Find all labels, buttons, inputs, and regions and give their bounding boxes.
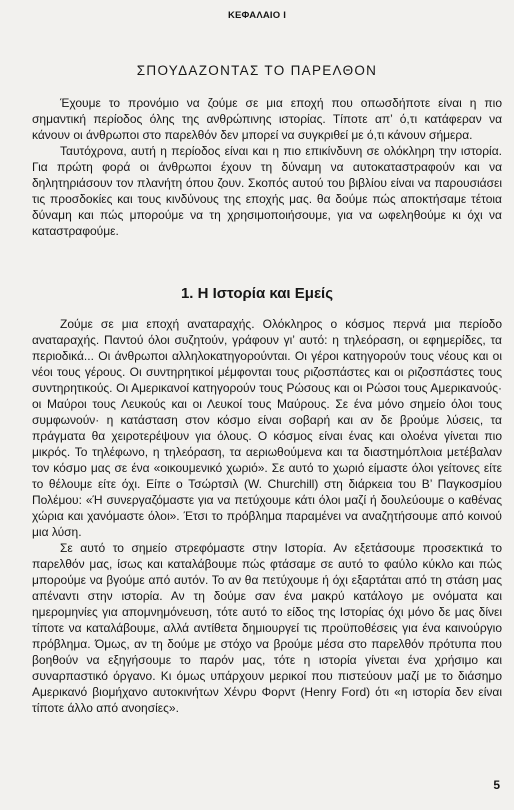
page-number: 5 xyxy=(493,778,500,792)
section-text xyxy=(32,316,502,716)
paragraph: Ταυτόχρονα, αυτή η περίοδος είναι και η πιο επικίνδυνη σε ολόκληρη την ιστορία. Για πρώτη φορά οι άνθρωποι έχουν τη δύναμη να αυτοκαταστραφούν και να δηλητηριάσουν τον πλανήτη όπου ζουν. Σκοπός αυτού του βιβλίου είναι να παρουσιάσει τις προσδοκίες και τους κινδύνους της εποχής μας. θα δούμε πώς αποκτήσαμε τέτοια δύναμη και πώς μπορούμε να τη χρησιμοποιήσουμε, για να ωφεληθούμε κι όχι να καταστραφούμε. xyxy=(32,144,502,238)
paragraph: Έχουμε το προνόμιο να ζούμε σε μια εποχή που οπωσδήποτε είναι η πιο σημαντική περίοδος όλης της ανθρώπινης ιστορίας. Τίποτε απ’ ό,τι κατάφεραν να κάνουν οι άνθρωποι στο παρελθόν δεν μπορεί να συγκριθεί με ό,τι κάνουν σήμερα. xyxy=(32,96,502,142)
paragraph: Σε αυτό το σημείο στρεφόμαστε στην Ιστορία. Αν εξετάσουμε προσεκτικά το παρελθόν μας, ίσως και καταλάβουμε πώς φτάσαμε σε αυτό το φαύλο κύκλο και πώς μπορούμε να βγούμε από αυτόν. Το αν θα πετύχουμε ή όχι εξαρτάται από τη στάση μας απέναντι στην ιστορία. Αν τη δούμε σαν ένα μακρύ κατάλογο με ονόματα και ημερομηνίες για απομνημόνευση, τότε αυτό το είδος της Ιστορίας όχι μόνο δε μας δίνει τίποτε να καταλάβουμε, αλλά αντίθετα δημιουργεί τις προϋποθέσεις για ένα καινούργιο πρόβλημα. Όμως, αν τη δούμε με στόχο να βρούμε μέσα στο παρελθόν πρότυπα που βοηθούν να εξηγήσουμε το παρόν μας, τότε η ιστορία γίνεται ένα χρήσιμο και συναρπαστικό όργανο. Κι όμως υπάρχουν μερικοί που πιστεύουν μαζί με το διάσημο Αμερικανό βιομήχανο αυτοκινήτων Χένρυ Φορντ (Henry Ford) ότι «η ιστορία δεν είναι τίποτε άλλο από ανοησίες». xyxy=(32,541,502,715)
chapter-label: ΚΕΦΑΛΑΙΟ Ι xyxy=(227,10,287,21)
page-title: ΣΠΟΥΔΑΖΟΝΤΑΣ ΤΟ ΠΑΡΕΛΘΟΝ xyxy=(136,63,378,78)
intro-text xyxy=(32,95,502,239)
paragraph: Ζούμε σε μια εποχή αναταραχής. Ολόκληρος ο κόσμος περνά μια περίοδο αναταραχής. Παντού όλοι συζητούν, γράφουν γι’ αυτό: η τηλεόραση, οι εφημερίδες, τα περιοδικά... Οι άνθρωποι αλληλοκατηγορούνται. Οι γέροι κατηγορούν τους νέους και οι νέοι τους γέρους. Οι συντηρητικοί μέμφονται τους ριζοσπάστες και οι ριζοσπάστες τους συντηρητικούς. Οι Αμερικανοί κατηγορούν τους Ρώσους και οι Ρώσοι τους Αμερικανούς· οι Μαύροι τους Λευκούς και οι Λευκοί τους Μαύρους. Σε ένα μόνο σημείο όλοι τους συμφωνούν· η κατάσταση στον κόσμο είναι σοβαρή και αν δε βρούμε λύσεις, τα πράγματα θα χειροτερέψουν για όλους. Ο κόσμος είναι ένας και ολοένα γίνεται πιο μικρός. Το τηλέφωνο, η τηλεόραση, τα αεριωθούμενα και τα διαστημόπλοια μετέβαλαν τον κόσμο μας σε ένα «οικουμενικό χωριό». Σε αυτό το χωριό είμαστε όλοι γείτονες είτε το θέλουμε είτε όχι. Είπε ο Τσώρτσιλ (W. Churchill) στη διάρκεια του Β’ Παγκοσμίου Πολέμου: «Ή συνεργαζόμαστε για να πετύχουμε κάτι όλοι μαζί ή δουλεύουμε ο καθένας χώρια και χανόμαστε όλοι». Έτσι το πρόβλημα παραμένει να αναζητήσουμε από κοινού μια λύση. xyxy=(32,317,502,539)
section-heading: 1. Η Ιστορία και Εμείς xyxy=(180,285,334,302)
